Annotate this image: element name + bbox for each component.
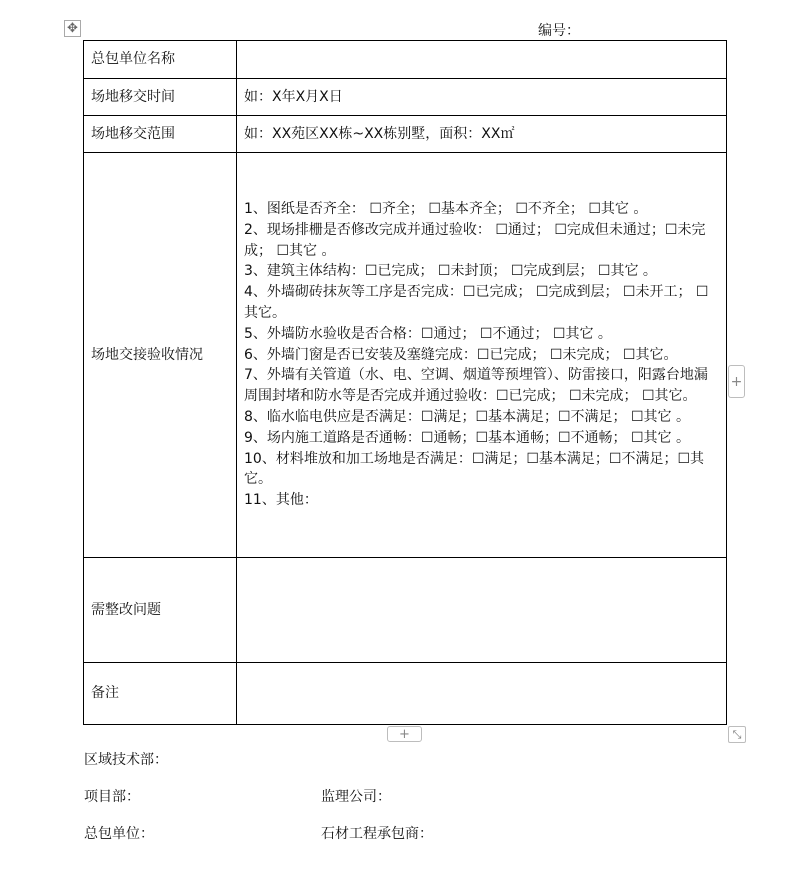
checklist-item: 9、场内施工道路是否通畅：☐通畅；☐基本通畅；☐不通畅； ☐其它 。 (244, 429, 691, 446)
inspection-checklist[interactable] (237, 153, 727, 558)
plus-icon: + (730, 373, 743, 390)
table-row (84, 663, 727, 725)
handover-form-table (83, 40, 727, 725)
table-move-handle[interactable] (64, 20, 81, 37)
checklist-item: 1、图纸是否齐全： ☐齐全； ☐基本齐全； ☐不齐全； ☐其它 。 (244, 201, 648, 218)
signature-project-dept: 项目部： (84, 789, 140, 805)
rectification-value[interactable] (237, 558, 727, 663)
table-row (84, 116, 727, 153)
row-label-handover-scope: 场地移交范围 (84, 116, 237, 153)
add-row-button[interactable] (387, 726, 422, 742)
checklist-item: 2、现场排栅是否修改完成并通过验收： ☐通过； ☐完成但未通过；☐未完成； ☐其它 。 (244, 221, 706, 259)
table-resize-handle[interactable] (728, 726, 746, 743)
signature-stone-contractor: 石材工程承包商： (321, 826, 433, 842)
checklist-item: 4、外墙砌砖抹灰等工序是否完成：☐已完成； ☐完成到层； ☐未开工； ☐其它。 (244, 284, 709, 321)
table-row (84, 153, 727, 558)
handover-scope-value[interactable]: 如：XX苑区XX栋~XX栋别墅，面积：XX㎡ (237, 116, 727, 153)
row-label-inspection: 场地交接验收情况 (84, 153, 237, 558)
checklist-item: 11、其他： (244, 492, 318, 509)
serial-number-label: 编号： (538, 23, 580, 39)
move-icon: ✥ (67, 21, 78, 36)
signature-regional-tech: 区域技术部： (84, 752, 168, 768)
table-row (84, 558, 727, 663)
checklist-item: 10、材料堆放和加工场地是否满足：☐满足；☐基本满足；☐不满足；☐其它。 (244, 450, 705, 488)
checklist-item: 8、临水临电供应是否满足：☐满足；☐基本满足；☐不满足； ☐其它 。 (244, 408, 691, 425)
row-label-handover-time: 场地移交时间 (84, 79, 237, 116)
checklist-item: 6、外墙门窗是否已安装及塞缝完成：☐已完成； ☐未完成； ☐其它。 (244, 346, 678, 363)
table-row (84, 41, 727, 79)
signature-supervision: 监理公司： (321, 789, 391, 805)
row-label-general-contractor: 总包单位名称 (84, 41, 237, 79)
plus-icon: + (399, 726, 410, 742)
resize-icon: ⤡ (732, 727, 742, 741)
handover-time-value[interactable]: 如：X年X月X日 (237, 79, 727, 116)
general-contractor-value[interactable] (237, 41, 727, 79)
table-row (84, 79, 727, 116)
checklist-item: 7、外墙有关管道（水、电、空调、烟道等预埋管）、防雷接口，阳露台地漏周围封堵和防水等是否完成并通过验收：☐已完成； ☐未完成； ☐其它。 (244, 367, 708, 405)
row-label-remarks: 备注 (84, 663, 237, 725)
checklist-item: 5、外墙防水验收是否合格：☐通过； ☐不通过； ☐其它 。 (244, 325, 612, 342)
row-label-rectification: 需整改问题 (84, 558, 237, 663)
remarks-value[interactable] (237, 663, 727, 725)
add-column-button[interactable] (728, 365, 745, 398)
signature-general-contractor: 总包单位： (84, 826, 154, 842)
checklist-item: 3、建筑主体结构：☐已完成； ☐未封顶； ☐完成到层； ☐其它 。 (244, 263, 657, 280)
